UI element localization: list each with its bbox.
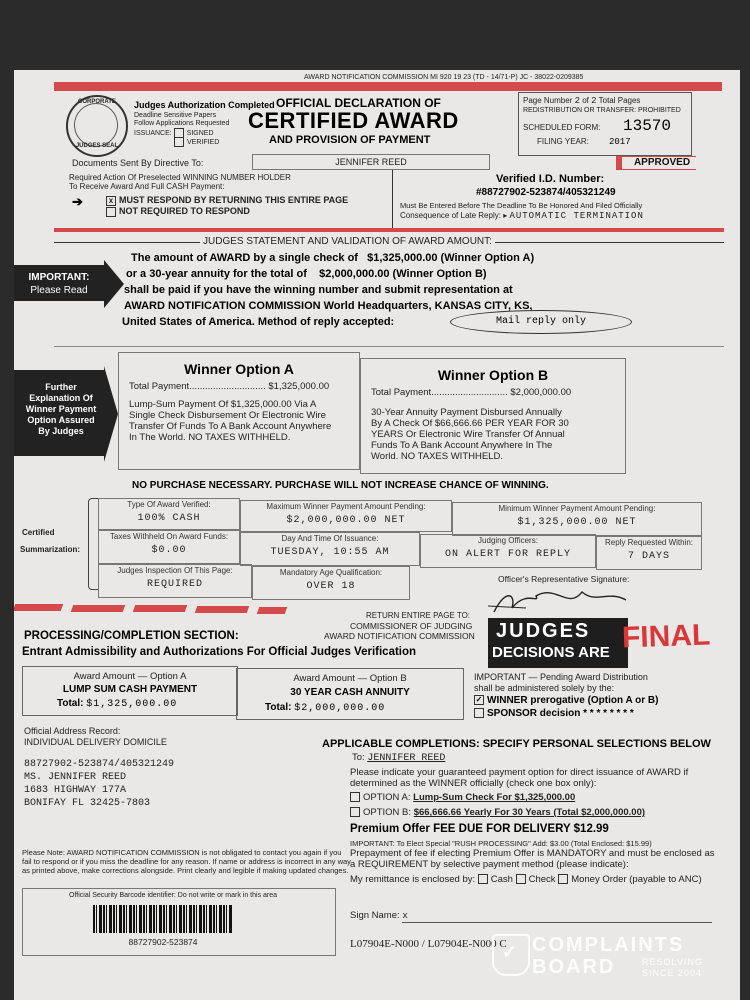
must-respond-checkbox[interactable]: x MUST RESPOND BY RETURNING THIS ENTIRE PAGE (106, 195, 348, 206)
cash-checkbox[interactable]: Cash (478, 874, 513, 885)
winner-option-a-box: Winner Option A Total Payment............................. $1,325,000.00 Lump-Sum Payment Of $1,325,000.00 Via A Single Check Disbursement Or Electronic Wire Transfer Of Funds To A Bank Account Anywhere In The World. NO TAXES WITHHELD. (118, 352, 360, 470)
important-please-read-arrow: IMPORTANT: Please Read (14, 265, 104, 301)
winner-prerogative-checkbox[interactable]: ✓ WINNER prerogative (Option A or B) (475, 695, 659, 706)
day-time-issuance: Day And Time Of Issuance: TUESDAY, 10:55 AM (240, 532, 420, 566)
minimum-payment: Minimum Winner Payment Amount Pending: $1,325,000.00 NET (452, 502, 702, 536)
remittance-options: My remittance is enclosed by: Cash Check Money Order (payable to ANC) (350, 874, 702, 885)
premium-offer: Premium Offer FEE DUE FOR DELIVERY $12.99 (350, 823, 609, 835)
option-b-amount: $2,000,000.00 (Winner Option B) (319, 268, 487, 280)
option-a-amount: $1,325,000.00 (Winner Option A) (367, 252, 535, 264)
award-notice-document: AWARD NOTIFICATION COMMISSION MI 920 19 23 (TD - 14/71-P) JC - 38022-0209385 CORPORATE JUDGES SEAL Judges Authorization Completed Deadline Sensitive Papers Follow Applications Requested ISSUANCE: SIGNED VERIFIED OFFICIAL DECLARATION OF CERTIFIED AWARD AND PROVISION OF PAYMENT Page Number 2 of 2 Total Pages REDISTRIBUTION OR TRANSFER: PROHIBITED SCHEDULED FORM: 13570 FILING YEAR: 2017 APPROVED Documents Sent By Directive To: JENNIFER REED Required Action Of Preselected WINNING NUMBER HOLDER To Receive Award And Full CASH Payment: ➔ x MUST RESPOND BY RETURNING THIS ENTIRE PAGE NOT REQUIRED TO RESPOND Verified I.D. Number: #88727902-523874/405321249 Must Be Entered Before The Deadline To Be Honored And Filed Officially Consequence of Late Reply: ▸ AUTOMATIC TERMINATION JUDGES STATEMENT AND VALIDATION OF AWARD AMOUNT: IMPORTANT: Please Read The amount of AWARD by a single check of $1,325,000.00 (Winner Option A) or a 30-year annuity for the total of $2,000,000.00 (Winner Option B) shall be paid if you have the winning number and submit representation at AWARD NOTIFICATION COMMISSION World Headquarters, KANSAS CITY, KS, United States of America. Method of reply accepted: Mail reply only Further Explanation Of Winner Payment Option Assured By Judges Winner Option A Total Payment............................. $1,325,000.00 Lump-Sum Payment Of $1,325,000.00 Via A Single Check Disbursement Or Electronic Wire Transfer Of Funds To A Bank Account Anywhere In The World. NO TAXES WITHHELD. Winner Option B Total Payment............................. $2,000,000.00 30-Year Annuity Payment Disbursed Annually By A Check Of $66,666.66 PER YEAR FOR 30 YEARS Or Electronic Wire Transfer Of Annual Funds To A Bank Account Anywhere In The World. NO TAXES WITHHELD. NO PURCHASE NECESSARY. PURCHASE WILL NOT INCREASE CHANCE OF WINNING. Certified Summarization: Type Of Award Verified: 100% CASH Maximum Winner Payment Amount Pending: $2,000,000.00 NET Minimum Winner Payment Amount Pending: $1,325,000.00 NET Taxes Withheld On Award Funds: $0.00 Day And Time Of Issuance: TUESDAY, 10:55 AM Judging Officers: ON ALERT FOR REPLY Reply Requested Within: 7 DAYS Judges Inspection Of This Page: REQUIRED Mandatory Age Qualification: OVER 18 Officer's Representative Signature: RETURN ENTIRE PAGE TO: COMMISSIONER OF JUDGING AWARD NOTIFICATION COMMISSION JUDGES DECISIONS ARE FINAL PROCESSING/COMPLETION SECTION: Entrant Admissibility and Authorizations For Official Judges Verification Award Amount — Option A LUMP SUM CASH PAYMENT Total: $1,325,000.00 Award Amount — Option B 30 YEAR CASH ANNUITY Total: $2,000,000.00 IMPORTANT — Pending Award Distribution shall be administered solely by the: ✓ WINNER prerogative (Option A or B) SPONSOR decision * * * * * * * * Official Address Record: INDIVIDUAL DELIVERY DOMICILE 88727902-523874/405321249 MS. JENNIFER REED 1683 HIGHWAY 177A BONIFAY FL 32425-7803 Please Note: AWARD NOTIFICATION COMMISSION is not obligated to contact you again if you fail to respond or if you miss the deadline for any reason. If name or address is incorrect in any way as printed above, make corrections alongside. Print clearly and legible if making updated changes. Official Security Barcode identifier: Do not write or mark in this area 88727902-523874 APPLICABLE COMPLETIONS: SPECIFY PERSONAL SELECTIONS BELOW To: JENNIFER REED Please indicate your guaranteed payment option for direct issuance of AWARD if determined as the WINNER officially (check one box only): OPTION A: Lump-Sum Check For $1,325,000.00 OPTION B: $66,666.66 Yearly For 30 Years (Total $2,000,000.00) Premium Offer FEE DUE FOR DELIVERY $12.99 IMPORTANT: To Elect Special "RUSH PROCESSING" Add: $3.00 (Total Enclosed: $15.99) Prepayment of fee if electing Premium Offer is MANDATORY and must be enclosed as a REQUIREMENT by selective payment method (please indicate): My remittance is enclosed by: Cash Check Money Order (payable to ANC) Sign Name: x L07904E-N000 / L07904E-N000 C ✓ COMPLAINTS BOARD RESOLVING SINCE 2004 (14, 70, 740, 1000)
top-red-bar (54, 82, 722, 91)
option-b-checkbox[interactable]: OPTION B: $66,666.66 Yearly For 30 Years (Total $2,000,000.00) (350, 807, 645, 818)
reply-requested: Reply Requested Within: 7 DAYS (596, 536, 702, 570)
award-option-b-box: Award Amount — Option B 30 YEAR CASH ANNUITY Total: $2,000,000.00 (236, 668, 464, 720)
watermark-board: BOARD (532, 956, 616, 978)
sponsor-decision-checkbox[interactable]: SPONSOR decision * * * * * * * * (474, 708, 634, 719)
not-required-checkbox[interactable]: NOT REQUIRED TO RESPOND (106, 206, 250, 217)
reply-method-oval: Mail reply only (450, 310, 632, 334)
processing-section-title: PROCESSING/COMPLETION SECTION: (24, 630, 239, 642)
security-barcode-box: Official Security Barcode identifier: Do not write or mark in this area 88727902-523874 (22, 888, 336, 956)
judging-officers: Judging Officers: ON ALERT FOR REPLY (420, 534, 596, 568)
official-declaration: OFFICIAL DECLARATION OF (276, 96, 441, 110)
final-stamp: FINAL (621, 618, 711, 655)
certified-award-title: CERTIFIED AWARD (248, 108, 459, 133)
complaints-board-shield-icon: ✓ (492, 934, 530, 976)
verified-id-number: #88727902-523874/405321249 (476, 187, 616, 198)
check-checkbox[interactable]: Check (516, 874, 556, 885)
sign-name-field[interactable]: Sign Name: x (350, 910, 408, 921)
winner-option-b-box: Winner Option B Total Payment............................. $2,000,000.00 30-Year Annuity Payment Disbursed Annually By A Check Of $66,666.66 PER YEAR FOR 30 YEARS Or Electronic Wire Transfer Of Annual Funds To A Bank Account Anywhere In The World. NO TAXES WITHHELD. (360, 358, 626, 474)
scheduled-form-number: 13570 (623, 117, 672, 135)
statement-heading: JUDGES STATEMENT AND VALIDATION OF AWARD AMOUNT: (200, 236, 495, 247)
taxes-withheld: Taxes Withheld On Award Funds: $0.00 (98, 530, 240, 564)
footer-code: L07904E-N000 / L07904E-N000 C (350, 938, 507, 950)
further-explanation-arrow: Further Explanation Of Winner Payment Option Assured By Judges (14, 370, 104, 456)
no-purchase-notice: NO PURCHASE NECESSARY. PURCHASE WILL NOT INCREASE CHANCE OF WINNING. (132, 480, 549, 491)
watermark-complaints: COMPLAINTS (532, 934, 685, 956)
mailing-address: 88727902-523874/405321249 MS. JENNIFER REED 1683 HIGHWAY 177A BONIFAY FL 32425-7803 (24, 759, 175, 809)
barcode-icon (93, 905, 233, 933)
type-of-award: Type Of Award Verified: 100% CASH (98, 498, 240, 530)
judges-inspection: Judges Inspection Of This Page: REQUIRED (98, 564, 252, 598)
judges-auth: Judges Authorization Completed (134, 100, 275, 110)
arrow-right-icon: ➔ (72, 194, 83, 209)
address-notice: Please Note: AWARD NOTIFICATION COMMISSION is not obligated to contact you again if you fail to respond or if you miss the deadline for any reason. If name or address is incorrect in any way as printed above, make corrections alongside. Print clearly and legible if making updated changes. (22, 848, 351, 875)
money-order-checkbox[interactable]: Money Order (payable to ANC) (558, 874, 701, 885)
completions-title: APPLICABLE COMPLETIONS: SPECIFY PERSONAL SELECTIONS BELOW (322, 738, 711, 750)
commission-code: AWARD NOTIFICATION COMMISSION MI 920 19 23 (TD - 14/71-P) JC - 38022-0209385 (304, 74, 584, 81)
approved-badge: APPROVED (616, 156, 696, 170)
late-reply: Consequence of Late Reply: ▸ AUTOMATIC TERMINATION (400, 211, 644, 221)
recipient-name-field: JENNIFER REED (252, 154, 490, 170)
judges-decisions-final-stamp: JUDGES DECISIONS ARE (488, 618, 628, 668)
award-option-a-box: Award Amount — Option A LUMP SUM CASH PAYMENT Total: $1,325,000.00 (22, 666, 238, 716)
page-info-box: Page Number 2 of 2 Total Pages REDISTRIBUTION OR TRANSFER: PROHIBITED SCHEDULED FORM: 13570 FILING YEAR: 2017 (518, 92, 692, 156)
age-qualification: Mandatory Age Qualification: OVER 18 (252, 566, 410, 600)
maximum-payment: Maximum Winner Payment Amount Pending: $2,000,000.00 NET (240, 500, 452, 532)
corporate-seal-icon: CORPORATE JUDGES SEAL (66, 95, 128, 157)
option-a-checkbox[interactable]: OPTION A: Lump-Sum Check For $1,325,000.00 (350, 792, 575, 803)
issuance: ISSUANCE: SIGNED (134, 129, 214, 137)
